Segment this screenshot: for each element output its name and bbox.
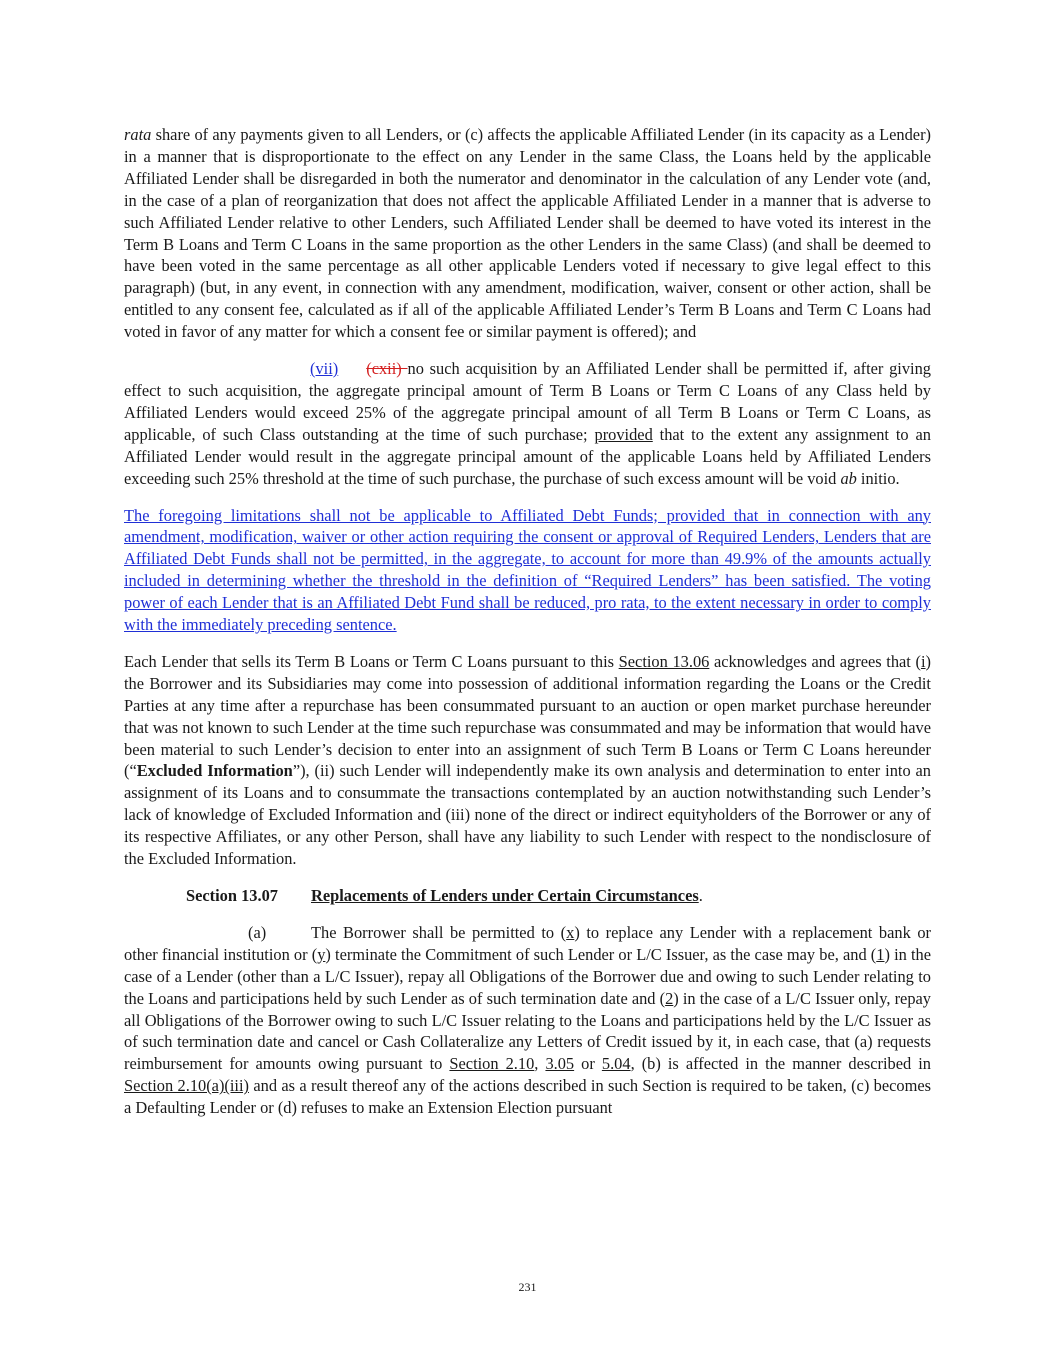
paragraph-text: ) in the case of a Lender (other than a L/C Issuer), repay all Obligations of the Borrower due and owing to such Lender relating to the Loans and participations held by such Lender as of such termination date and ( <box>124 944 931 1008</box>
paragraph-text: ) terminate the Commitment of such Lender or L/C Issuer, as the case may be, and ( <box>325 944 877 964</box>
section-title: Replacements of Lenders under Certain Circumstances <box>311 886 699 905</box>
italic-rata: rata <box>124 125 152 144</box>
inserted-clause-number: (vii) <box>310 359 339 379</box>
page-number: 231 <box>518 1280 537 1294</box>
section-heading <box>124 885 931 907</box>
paragraph-text: ) to replace any Lender with a replacement bank or other financial institution or ( <box>124 922 931 964</box>
paragraph-excluded-information <box>124 651 931 870</box>
enumerator-i: i <box>920 651 926 671</box>
section-reference: Section 2.10(a)(iii) <box>124 1076 249 1096</box>
paragraph-text: or <box>574 1054 602 1074</box>
enumerator-x: x <box>566 922 575 942</box>
paragraph-13-07-a <box>124 922 931 1119</box>
paragraph-text: that to the extent any assignment to an Affiliated Lender would result in the aggregate principal amount of the applicable Loans held by Affiliated Lenders exceeding such 25% threshold at the time of such purchase, the purchase of such excess amount will be void <box>124 424 931 488</box>
paragraph-text: Each Lender that sells its Term B Loans or Term C Loans pursuant to this <box>124 651 619 671</box>
subsection-label: (a) <box>248 922 267 942</box>
paragraph-text: no such acquisition by an Affiliated Lender shall be permitted if, after giving effect to such acquisition, the aggregate principal amount of Term B Loans or Term C Loans of any Class held by Affiliated Lenders would exceed 25% of the aggregate principal amount of all Term B Loans or Term C Loans, as applicable, of such Class outstanding at the time of such purchase; <box>124 359 932 444</box>
paragraph-clause-vii <box>124 358 931 489</box>
paragraph-text: initio. <box>856 468 900 488</box>
section-reference: Section 2.10 <box>449 1054 535 1074</box>
section-number: Section 13.07 <box>186 886 278 905</box>
italic-ab: ab <box>840 468 857 488</box>
paragraph-text: ”), (ii) such Lender will independently make its own analysis and determination to enter into an assignment of its Loans and to consummate the transactions contemplated by an auction notwithstanding such Lender’s lack of knowledge of Excluded Information and (iii) none of the direct or indirect equityholders of the Borrower or any of its respective Affiliates, or any other Person, shall have any liability to such Lender with respect to the nondisclosure of the Excluded Information. <box>124 761 932 869</box>
paragraph-text: share of any payments given to all Lenders, or (c) affects the applicable Affiliated Lender (in its capacity as a Lender) in a manner that is disproportionate to the effect on any Lender in the same Class, the Loans held by the applicable Affiliated Lender shall be disregarded in both the numerator and denominator in the calculation of any Lender vote (and, in the case of a plan of reorganization that does not affect the applicable Affiliated Lender in a manner that is adverse to such Affiliated Lender relative to other Lenders, such Affiliated Lender shall be deemed to have voted its interest in the Term B Loans and Term C Loans in the same proportion as the other Lenders in the same Class) (and shall be deemed to have been voted in the same percentage as all other applicable Lenders voted if necessary to give legal effect to this paragraph) (but, in any event, in connection with any amendment, modification, waiver, consent or other action, shall be entitled to any consent fee, calculated as if all of the applicable Affiliated Lender’s Term B Loans and Term C Loans had voted in favor of any matter for which a consent fee or similar payment is offered); and <box>124 125 931 342</box>
section-reference: Section 13.06 <box>618 651 710 671</box>
paragraph-affiliated-lender-voting <box>124 124 931 343</box>
paragraph-text: ) in the case of a L/C Issuer only, repay all Obligations of the Borrower owing to such L/C Issuer relating to the Loans and participations held by the L/C Issuer as of such termination date and cancel or Cash Collateralize any Letters of Credit issued by it, in each case, that (a) requests reimbursement for amounts owing pursuant to <box>124 988 931 1074</box>
defined-term: Excluded Information <box>136 761 293 781</box>
inserted-paragraph-affiliated-debt-funds: The foregoing limitations shall not be applicable to Affiliated Debt Funds; provided that in connection with any amendment, modification, waiver or other action requiring the consent or approval of Required Lenders, Lenders that are Affiliated Debt Funds shall not be permitted, in the aggregate, to account for more than 49.9% of the amounts actually included in determining whether the threshold in the definition of “Required Lenders” has been satisfied. The voting power of each Lender that is an Affiliated Debt Fund shall be reduced, pro rata, to the extent necessary in order to comply with the immediately preceding sentence. <box>124 505 931 635</box>
paragraph-text: , <box>534 1054 546 1074</box>
section-title-period: . <box>698 886 703 905</box>
paragraph-text: and as a result thereof any of the actions described in such Section is required to be taken, (c) becomes a Defaulting Lender or (d) refuses to make an Extension Election pursuant <box>124 1076 931 1118</box>
paragraph-text: acknowledges and agrees that ( <box>709 651 921 671</box>
section-reference: 5.04 <box>601 1054 631 1074</box>
paragraph-text: , (b) is affected in the manner described in <box>630 1054 931 1074</box>
document-page <box>124 124 931 1119</box>
paragraph-text: The Borrower shall be permitted to ( <box>311 922 567 942</box>
deleted-clause-number: (cxii) <box>366 359 408 379</box>
paragraph-text: ) the Borrower and its Subsidiaries may come into possession of additional information regarding the Loans or the Credit Parties at any time after a repurchase has been consummated pursuant to an auction or open market purchase hereunder that was not known to such Lender at the time such repurchase was consummated and may be information that would have been material to such Lender’s decision to enter into an assignment of such Term B Loans or Term C Loans hereunder (“ <box>124 651 931 781</box>
enumerator-1: 1 <box>876 944 885 964</box>
underlined-provided: provided <box>594 424 653 444</box>
section-reference: 3.05 <box>545 1054 575 1074</box>
enumerator-2: 2 <box>665 988 674 1008</box>
enumerator-y: y <box>317 944 326 964</box>
